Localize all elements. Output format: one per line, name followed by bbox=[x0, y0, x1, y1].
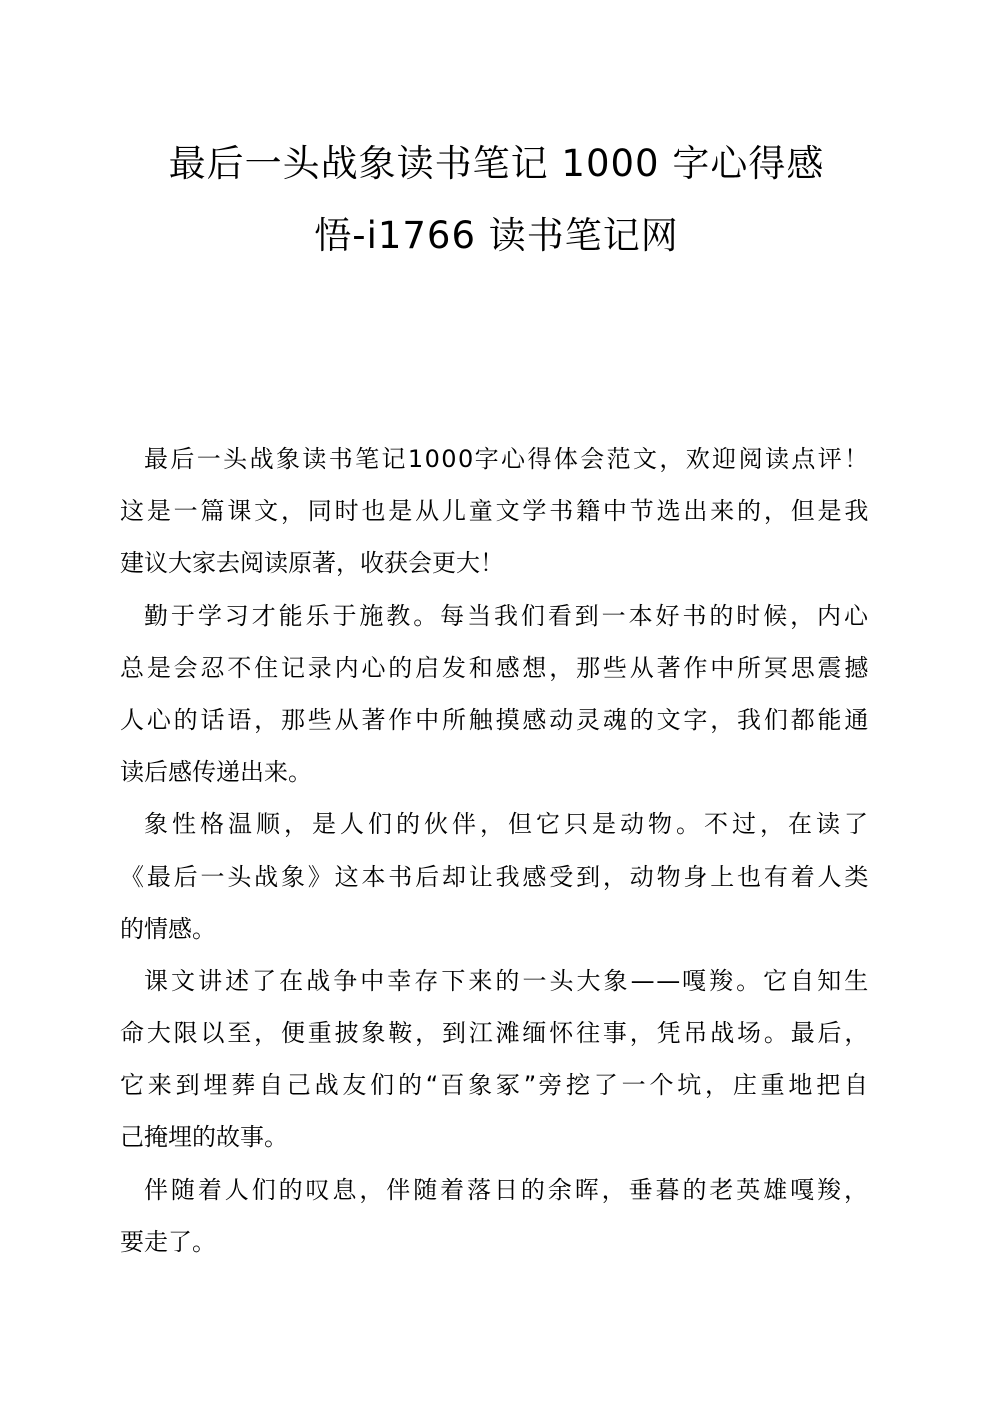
paragraph-line: 人 心 的 话 语 ， 那 些 从 著 作 中 所 触 摸 感 动 灵 魂 的 文 字 ， 我 们 都 能 通 bbox=[120, 705, 869, 734]
paragraph-line: 的情感。 bbox=[120, 914, 216, 943]
title-line-1: 最后一头战象读书笔记 1000 字心得感 bbox=[168, 142, 825, 185]
paragraph-elephant-nature bbox=[120, 798, 868, 955]
paragraph-line: 象 性 格 温 顺 ， 是 人 们 的 伙 伴 ， 但 它 只 是 动 物 。 不 过 ， 在 读 了 bbox=[144, 810, 868, 839]
paragraph-line: 这 是 一 篇 课 文 ， 同 时 也 是 从 儿 童 文 学 书 籍 中 节 选 出 来 的 ， 但 是 我 bbox=[120, 497, 869, 526]
document-title bbox=[100, 128, 893, 272]
paragraph-line: 命 大 限 以 至 ， 便 重 披 象 鞍 ， 到 江 滩 缅 怀 往 事 ， 凭 吊 战 场 。 最 后 ， bbox=[120, 1019, 869, 1048]
paragraph-line: 勤 于 学 习 才 能 乐 于 施 教 。 每 当 我 们 看 到 一 本 好 书 的 时 候 ， 内 心 bbox=[144, 601, 868, 630]
paragraph-line: 己掩埋的故事。 bbox=[120, 1123, 288, 1152]
paragraph-line: 要走了。 bbox=[120, 1227, 216, 1256]
paragraph-line: 读后感传递出来。 bbox=[120, 758, 312, 787]
paragraph-line: 最 后 一 头 战 象 读 书 笔 记 1 0 0 0 字 心 得 体 会 范 文 ， 欢 迎 阅 读 点 评 ！ bbox=[144, 445, 869, 473]
paragraph-line: 建议大家去阅读原著，收获会更大！ bbox=[120, 549, 504, 578]
paragraph-line: 《 最 后 一 头 战 象 》 这 本 书 后 却 让 我 感 受 到 ， 动 物 身 上 也 有 着 人 类 bbox=[120, 862, 869, 891]
paragraph-intro bbox=[120, 433, 868, 590]
paragraph-farewell bbox=[120, 1164, 868, 1268]
paragraph-reading-notes bbox=[120, 590, 868, 799]
paragraph-story-summary bbox=[120, 955, 868, 1164]
paragraph-line: 伴 随 着 人 们 的 叹 息 ， 伴 随 着 落 日 的 余 晖 ， 垂 暮 的 老 英 雄 嘎 羧 ， bbox=[144, 1175, 868, 1204]
paragraph-line: 它 来 到 埋 葬 自 己 战 友 们 的 “ 百 象 冢 ” 旁 挖 了 一 个 坑 ， 庄 重 地 把 自 bbox=[120, 1071, 869, 1100]
paragraph-line: 课 文 讲 述 了 在 战 争 中 幸 存 下 来 的 一 头 大 象 — — 嘎 羧 。 它 自 知 生 bbox=[144, 966, 869, 995]
paragraph-line: 总 是 会 忍 不 住 记 录 内 心 的 启 发 和 感 想 ， 那 些 从 著 作 中 所 冥 思 震 撼 bbox=[120, 653, 869, 682]
document-body bbox=[120, 433, 868, 1268]
title-line-2: 悟-i1766 读书笔记网 bbox=[314, 214, 679, 257]
